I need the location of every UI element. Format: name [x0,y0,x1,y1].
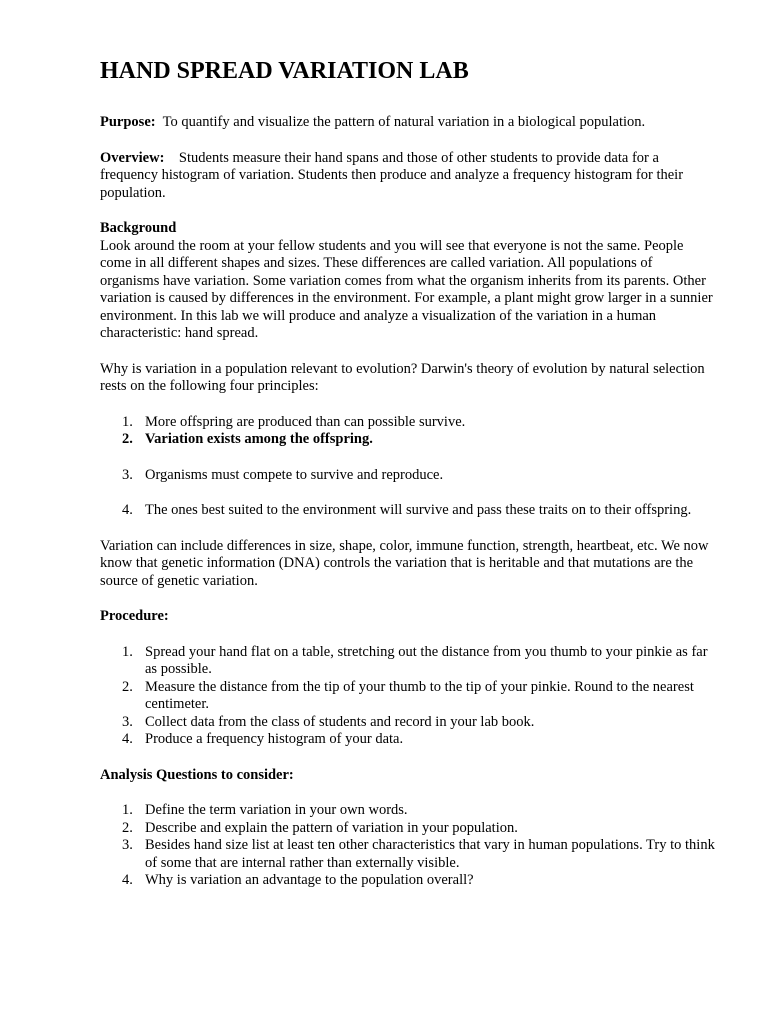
overview-paragraph [100,150,715,203]
list-item [100,644,715,679]
list-item [100,802,715,820]
list-item-text: More offspring are produced than can possible survive. [145,413,466,430]
purpose-text: To quantify and visualize the pattern of natural variation in a biological population. [162,114,646,130]
list-item [100,731,715,749]
list-number: 4. [122,731,133,747]
list-number: 2. [122,819,133,836]
list-item [100,679,715,714]
list-item-text: Variation exists among the offspring. [145,431,373,447]
list-number: 2. [122,678,133,695]
list-item-text: Besides hand size list at least ten other characteristics that vary in human populations. Try to think of some that are internal rather than externally visible. [145,837,715,871]
list-item [100,714,715,732]
purpose-paragraph [100,114,715,132]
background-text: Look around the room at your fellow students and you will see that everyone is not the same. People come in all different shapes and sizes. These differences are called variation. All populations of organisms have variation. Some variation comes from what the organism inherits from its parents. Other variation is caused by differences in the environment. For example, a plant might grow larger in a sunnier environment. In this lab we will produce and analyze a visualization of the variation in a human characteristic: hand spread. [100,237,713,341]
procedure-heading [100,608,715,626]
principles-list [100,414,715,520]
list-item [100,502,715,520]
list-item [100,820,715,838]
list-number: 1. [122,802,133,818]
overview-label: Overview: [100,149,165,166]
analysis-heading-text: Analysis Questions to consider: [100,766,294,783]
analysis-heading [100,767,715,785]
list-number: 3. [122,466,133,483]
list-item-text: Collect data from the class of students and record in your lab book. [145,713,535,730]
overview-text: Students measure their hand spans and those of other students to provide data for a frequency histogram of variation. Students then produce and analyze a frequency histogram for their population. [100,149,684,201]
list-number: 4. [122,872,133,888]
list-item [100,414,715,432]
list-item [100,467,715,485]
document-page [100,56,715,890]
list-number: 3. [122,837,133,853]
purpose-label: Purpose: [100,114,156,130]
list-number: 2. [122,431,133,447]
list-item-text: Spread your hand flat on a table, stretching out the distance from you thumb to your pinkie as far as possible. [145,643,708,677]
background-heading-text: Background [100,220,177,236]
evolution-intro: Why is variation in a population relevant to evolution? Darwin's theory of evolution by natural selection rests on the following four principles: [100,360,705,394]
list-item [100,872,715,890]
list-item-text: Organisms must compete to survive and reproduce. [145,466,444,483]
list-item-text: Why is variation an advantage to the population overall? [145,872,474,888]
list-item [100,431,715,449]
list-number: 4. [122,502,133,518]
list-item-text: Produce a frequency histogram of your data. [145,731,404,747]
list-item-text: Define the term variation in your own words. [145,802,408,818]
procedure-heading-text: Procedure: [100,608,169,624]
list-number: 1. [122,643,133,660]
list-number: 3. [122,713,133,730]
list-number: 1. [122,413,133,430]
list-item-text: The ones best suited to the environment will survive and pass these traits on to their offspring. [145,502,692,518]
procedure-list [100,644,715,749]
list-item-text: Measure the distance from the tip of your thumb to the tip of your pinkie. Round to the nearest centimeter. [145,678,694,712]
background-heading [100,220,715,238]
list-item [100,837,715,872]
list-item-text: Describe and explain the pattern of variation in your population. [145,819,518,836]
analysis-list [100,802,715,890]
page-title: HAND SPREAD VARIATION LAB [100,58,469,84]
variation-paragraph: Variation can include differences in size, shape, color, immune function, strength, heartbeat, etc. We now know that genetic information (DNA) controls the variation that is heritable and that mutations are the source of genetic variation. [100,537,709,589]
